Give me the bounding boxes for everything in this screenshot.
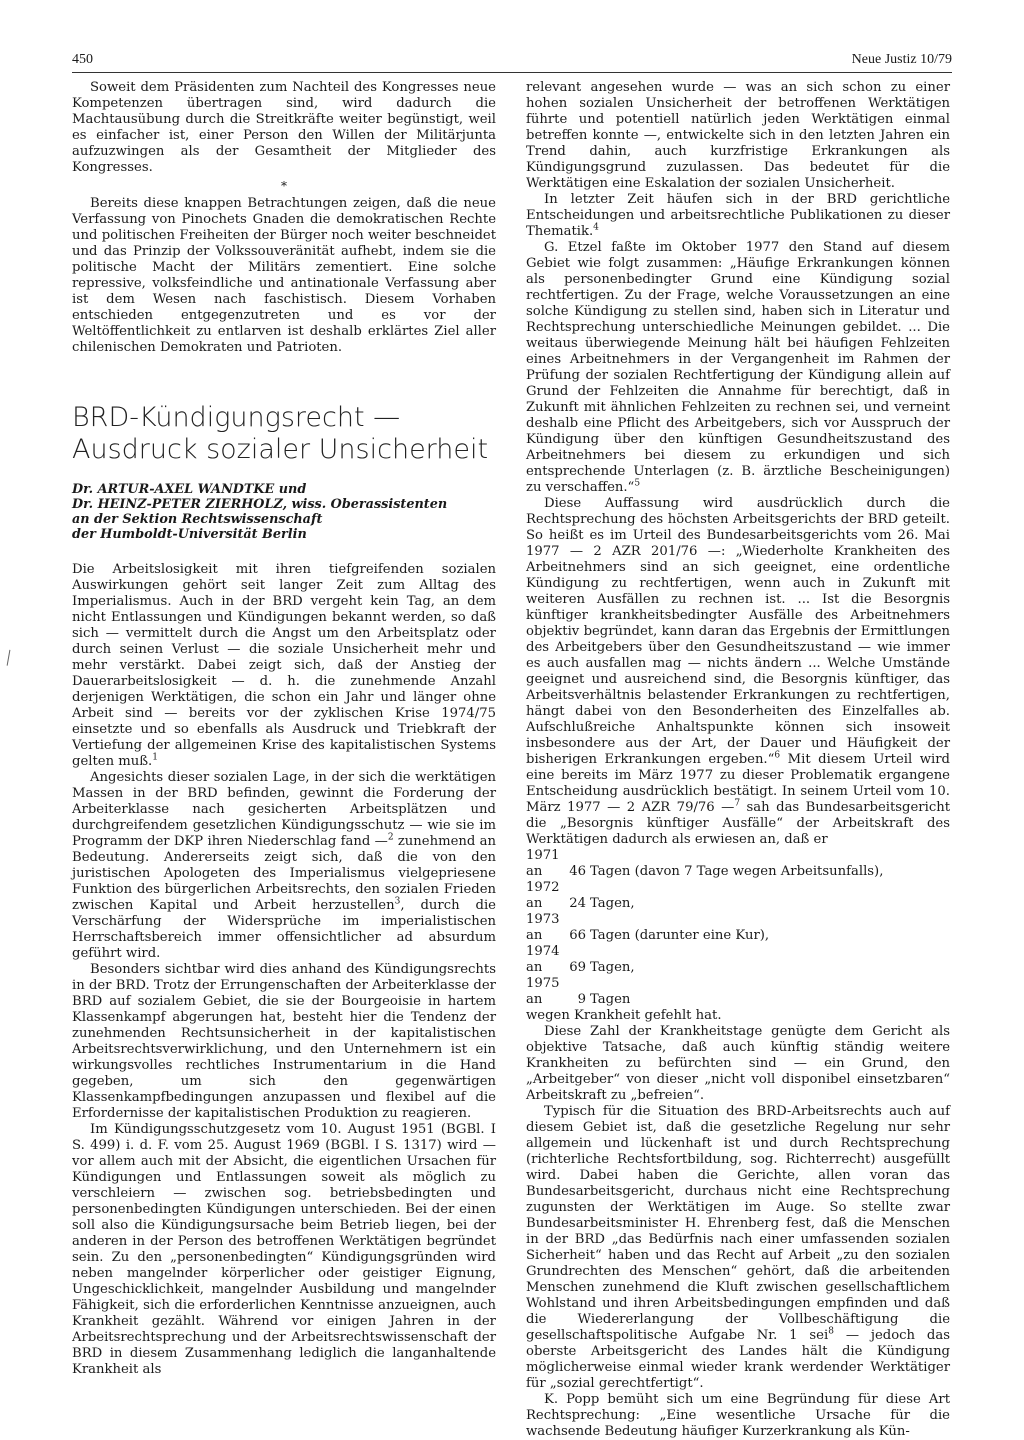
- list-year: 1972 an: [526, 880, 560, 911]
- author-block: [72, 482, 496, 542]
- article-title: [72, 402, 496, 466]
- paragraph-text: , durch die Verschärfung der Widersprüche im imperialistischen Herrschaftsbereich immer offensichtlicher ad absurdum geführt wird.: [72, 898, 496, 961]
- paragraph-text: Die Arbeitslosigkeit mit ihren tiefgreifenden sozialen Auswirkungen gehört seit langer Zeit zum Alltag des Imperialismus. Auch in der BRD vergeht kein Tag, an dem nicht Entlassungen und Kündigungen bekannt werden, so daß sich — vermittelt durch die Angst um den Arbeitsplatz oder durch seinen Verlust — die soziale Unsicherheit mehr und mehr verstärkt. Dabei zeigt sich, daß der Anstieg der Dauerarbeitslosigkeit — d. h. die zunehmende Anzahl derjenigen Werktätigen, die schon ein Jahr und länger ohne Arbeit sind — bereits vor der zyklischen Krise 1974/75 einsetzte und so ebenfalls als Ausdruck und Triebkraft der Vertiefung der allgemeinen Krise des kapitalistischen Systems gelten muß.: [72, 562, 496, 769]
- footnote-ref: 8: [828, 1326, 834, 1337]
- article-title-line: BRD-Kündigungsrecht —: [72, 402, 401, 433]
- paragraph: Im Kündigungsschutzgesetz vom 10. August 1951 (BGBl. I S. 499) i. d. F. vom 25. August 1969 (BGBl. I S. 1317) wird — vor allem auch mit der Absicht, die eigentlichen Ursachen für Kündigungen und Entlassungen soweit als möglich zu verschleiern — zwischen sog. betriebsbedingten und personenbedingten Kündigungen unterschieden. Bei der einen soll also die Kündigungsursache beim Betrieb liegen, bei der anderen in der Person des betroffenen Werktätigen begründet sein. Zu den „personenbedingten“ Kündigungsgründen wird neben mangelnder körperlicher oder geistiger Eignung, Ungeschicklichkeit, mangelnder Ausbildung und mangelnder Fähigkeit, sich die erforderlichen Kenntnisse anzueignen, auch Krankheit gezählt. Während vor einigen Jahren in der Arbeitsrechtsprechung und der Arbeitsrechtswissenschaft der BRD in diesem Zusammenhang lediglich die langanhaltende Krankheit als: [72, 1122, 496, 1377]
- paragraph: [526, 192, 950, 240]
- header-rule: [72, 72, 952, 73]
- author-line: Dr. ARTUR-AXEL WANDTKE und: [72, 482, 307, 497]
- paragraph: [526, 496, 950, 848]
- paragraph-text: Angesichts dieser sozialen Lage, in der sich die werktätigen Massen in der BRD befinden, gewinnt die Forderung der Arbeiterklasse nach gesicherten Arbeitsplätzen und durchgreifendem gesetzlichen Kündigungsschutz — wie sie im Programm der DKP ihren Niederschlag fand —: [72, 770, 496, 849]
- paragraph: Diese Zahl der Krankheitstage genügte dem Gericht als objektive Tatsache, daß auch künftig ständig weitere Krankheiten zu befürchten sind — ein Grund, den „Arbeitgeber“ von dieser „nicht voll disponibel einsetzbaren“ Arbeitskraft zu „befreien“.: [526, 1024, 950, 1103]
- left-column: [72, 80, 496, 1398]
- paragraph-text: sah das Bundesarbeitsgericht die „Besorgnis künftiger Ausfälle“ der Arbeitskraft des Werktätigen dadurch als erwiesen an, daß er: [526, 800, 950, 847]
- paragraph-text: Diese Auffassung wird ausdrücklich durch die Rechtsprechung des höchsten Arbeitsgerichts der BRD geteilt. So heißt es im Urteil des Bundesarbeitsgerichts vom 26. Mai 1977 — 2 AZR 201/76 —: „Wiederholte Krankheiten des Arbeitnehmers sind an sich geeignet, eine ordentliche Kündigung zu rechtfertigen, wenn auch in Zukunft mit weiteren Ausfällen zu rechnen ist. ... Ist die Besorgnis künftiger krankheitsbedingter Ausfälle des Arbeitnehmers objektiv begründet, kann daran das Ergebnis der Ermittlungen des Arbeitgebers über den Gesundheitszustand — wie immer es auch ausfallen mag — nichts ändern ... Welche Umstände geeignet und ausreichend sind, die Besorgnis künftiger, das Arbeitsverhältnis belastender Erkrankungen zu rechtfertigen, hängt dabei von den Besonderheiten des Einzelfalles ab. Aufschlußreiche Anhaltspunkte können sich insoweit insbesondere aus der Art, der Dauer und Häufigkeit der bisherigen Erkrankungen ergeben.“: [526, 496, 950, 767]
- paragraph-text: G. Etzel faßte im Oktober 1977 den Stand auf diesem Gebiet wie folgt zusammen: „Häufige Erkrankungen können als personenbedingter Grund eine Kündigung sozial rechtfertigen. Zu der Frage, welche Voraussetzungen an eine solche Kündigung zu stellen sind, haben sich in Literatur und Rechtsprechung unterschiedliche Meinungen gebildet. ... Die weitaus überwiegende Meinung hält bei häufigen Fehlzeiten eines Arbeitnehmers in der Vergangenheit im Rahmen der Prüfung der sozialen Rechtfertigung der Kündigung allein auf Grund der Fehlzeiten die Annahme für berechtigt, daß in Zukunft mit ähnlichen Fehlzeiten zu rechnen sei, und verneint deshalb eine Pflicht des Arbeitgebers, sich vor Ausspruch der Kündigung über den künftigen Gesundheitszustand des Arbeitnehmers bei diesem zu erkundigen und sich entsprechende Unterlagen (z. B. ärztliche Bescheinigungen) zu verschaffen.“: [526, 240, 950, 495]
- right-column: [526, 80, 950, 1439]
- author-line: Dr. HEINZ-PETER ZIERHOLZ, wiss. Oberassistenten: [72, 497, 448, 512]
- paragraph-text: — jedoch das oberste Arbeitsgericht des Landes hält die Kündigung möglicherweise einmal wieder krank werdender Werktätiger für „sozial gerechtfertigt“.: [526, 1328, 950, 1391]
- paragraph: K. Popp bemüht sich um eine Begründung für diese Art Rechtsprechung: „Eine wesentliche Ursache für die wachsende Bedeutung häufiger Kurzerkrankung als Kün-: [526, 1392, 950, 1439]
- paragraph: Besonders sichtbar wird dies anhand des Kündigungsrechts in der BRD. Trotz der Errungenschaften der Arbeiterklasse der BRD auf sozialem Gebiet, die sie der Bourgeoisie in hartem Klassenkampf abgerungen hat, besteht hier die Tendenz der zunehmenden Rechtsunsicherheit in der kapitalistischen Arbeitsrechtsverwirklichung, und den Unternehmern ist ein wirkungsvolles rechtliches Instrumentarium in die Hand gegeben, um sich den gegenwärtigen Klassenkampfbedingungen anzupassen und flexibel auf die Erfordernisse der kapitalistischen Produktion zu reagieren.: [72, 962, 496, 1121]
- footnote-ref: 2: [387, 832, 394, 843]
- list-days: 9: [577, 992, 586, 1007]
- list-rest: Tagen,: [590, 960, 635, 975]
- list-rest: Tagen (darunter eine Kur),: [590, 928, 770, 943]
- list-rest: Tagen,: [590, 896, 635, 911]
- list-item: [526, 912, 950, 944]
- paragraph: Soweit dem Präsidenten zum Nachteil des Kongresses neue Kompetenzen übertragen sind, wird dadurch die Machtausübung durch die Streitkräfte weiter begünstigt, weil es einfacher ist, einer Person den Willen der Militärjunta aufzuzwingen als der Gesamtheit der Mitglieder des Kongresses.: [72, 80, 496, 175]
- page-header: [72, 52, 952, 72]
- paragraph: [72, 770, 496, 962]
- paragraph-text: Typisch für die Situation des BRD-Arbeitsrechts auch auf diesem Gebiet ist, daß die gesetzliche Regelung nur sehr allgemein und lückenhaft ist und durch Rechtsprechung (richterliche Rechtsfortbildung, sog. Richterrecht) ausgefüllt wird. Dabei haben die Gerichte, allen voran das Bundesarbeitsgericht, durchaus nicht eine Rechtsprechung zugunsten der Werktätigen im Auge. So stellte zwar Bundesarbeitsminister H. Ehrenberg fest, daß die Menschen in der BRD „das Bedürfnis nach einer umfassenden sozialen Sicherheit“ haben und das Recht auf Arbeit „zu den sozialen Grundrechten des Menschen“ gehört, daß die arbeitenden Menschen zunehmend die Kluft zwischen gesellschaftlichem Wohlstand und ihren Arbeitsbedingungen empfinden und daß die Wiedererlangung der Vollbeschäftigung die gesellschaftspolitische Aufgabe Nr. 1 sei: [526, 1104, 950, 1343]
- list-days: 24: [569, 896, 586, 911]
- paragraph: [526, 1104, 950, 1392]
- journal-title: Neue Justiz 10/79: [851, 52, 952, 67]
- list-year: 1971 an: [526, 848, 560, 879]
- footnote-ref: 4: [593, 222, 599, 233]
- list-item: [526, 880, 950, 912]
- paragraph-text: In letzter Zeit häufen sich in der BRD gerichtliche Entscheidungen und arbeitsrechtliche Publikationen zu dieser Thematik.: [526, 192, 950, 239]
- list-year: 1974 an: [526, 944, 560, 975]
- page-number: 450: [72, 52, 93, 67]
- list-year: 1975 an: [526, 976, 560, 1007]
- sick-days-list: [526, 848, 950, 1024]
- list-days: 69: [569, 960, 586, 975]
- list-item: [526, 976, 950, 1008]
- paragraph-text: Mit diesem Urteil wird eine bereits im März 1977 zu dieser Problematik ergangene Entscheidung ausdrücklich bestätigt. In seinem Urteil vom 10. März 1977 — 2 AZR 79/76 —: [526, 752, 950, 815]
- list-item: [526, 944, 950, 976]
- paragraph: [72, 562, 496, 770]
- list-rest: Tagen: [590, 992, 631, 1007]
- author-line: an der Sektion Rechtswissenschaft: [72, 512, 323, 527]
- footnote-ref: 1: [152, 752, 158, 763]
- margin-mark: [7, 650, 14, 666]
- paragraph-text: zunehmend an Bedeutung. Andererseits zeigt sich, daß die von den juristischen Apologeten des Imperialismus vielgepriesene Funktion des bürgerlichen Arbeitsrechts, den sozialen Frieden zwischen Kapital und Arbeit herzustellen: [72, 834, 496, 913]
- footnote-ref: 3: [394, 896, 401, 907]
- footnote-ref: 6: [774, 750, 781, 761]
- footnote-ref: 7: [734, 798, 741, 809]
- list-item: [526, 848, 950, 880]
- footnote-ref: 5: [634, 478, 641, 489]
- section-separator: *: [281, 179, 287, 193]
- article-title-line: Ausdruck sozialer Unsicherheit: [72, 434, 489, 465]
- author-line: der Humboldt-Universität Berlin: [72, 527, 307, 542]
- list-days: 66: [569, 928, 586, 943]
- list-rest: Tagen (davon 7 Tage wegen Arbeitsunfalls),: [590, 864, 884, 879]
- paragraph: Bereits diese knappen Betrachtungen zeigen, daß die neue Verfassung von Pinochets Gnaden die demokratischen Rechte und politischen Freiheiten der Bürger noch weiter beschneidet und das Prinzip der Volkssouveränität aufhebt, indem sie die politische Macht der Militärs zementiert. Eine solche repressive, volksfeindliche und antinationale Verfassung aber ist dem Wesen nach faschistisch. Diesem Vorhaben entschieden entgegenzutreten und es vor der Weltöffentlichkeit zu entlarven ist deshalb erklärtes Ziel aller chilenischen Demokraten und Patrioten.: [72, 196, 496, 355]
- list-end: wegen Krankheit gefehlt hat.: [526, 1008, 722, 1023]
- list-days: 46: [569, 864, 586, 879]
- paragraph: [526, 240, 950, 496]
- list-year: 1973 an: [526, 912, 560, 943]
- paragraph: relevant angesehen wurde — was an sich schon zu einer hohen sozialen Unsicherheit der betroffenen Werktätigen führte und potentiell natürlich jeden Werktätigen einmal betreffen konnte —, entwickelte sich in den letzten Jahren ein Trend dahin, auch kurzfristige Erkrankungen als Kündigungsgrund zuzulassen. Das bedeutet für die Werktätigen eine Eskalation der sozialen Unsicherheit.: [526, 80, 950, 191]
